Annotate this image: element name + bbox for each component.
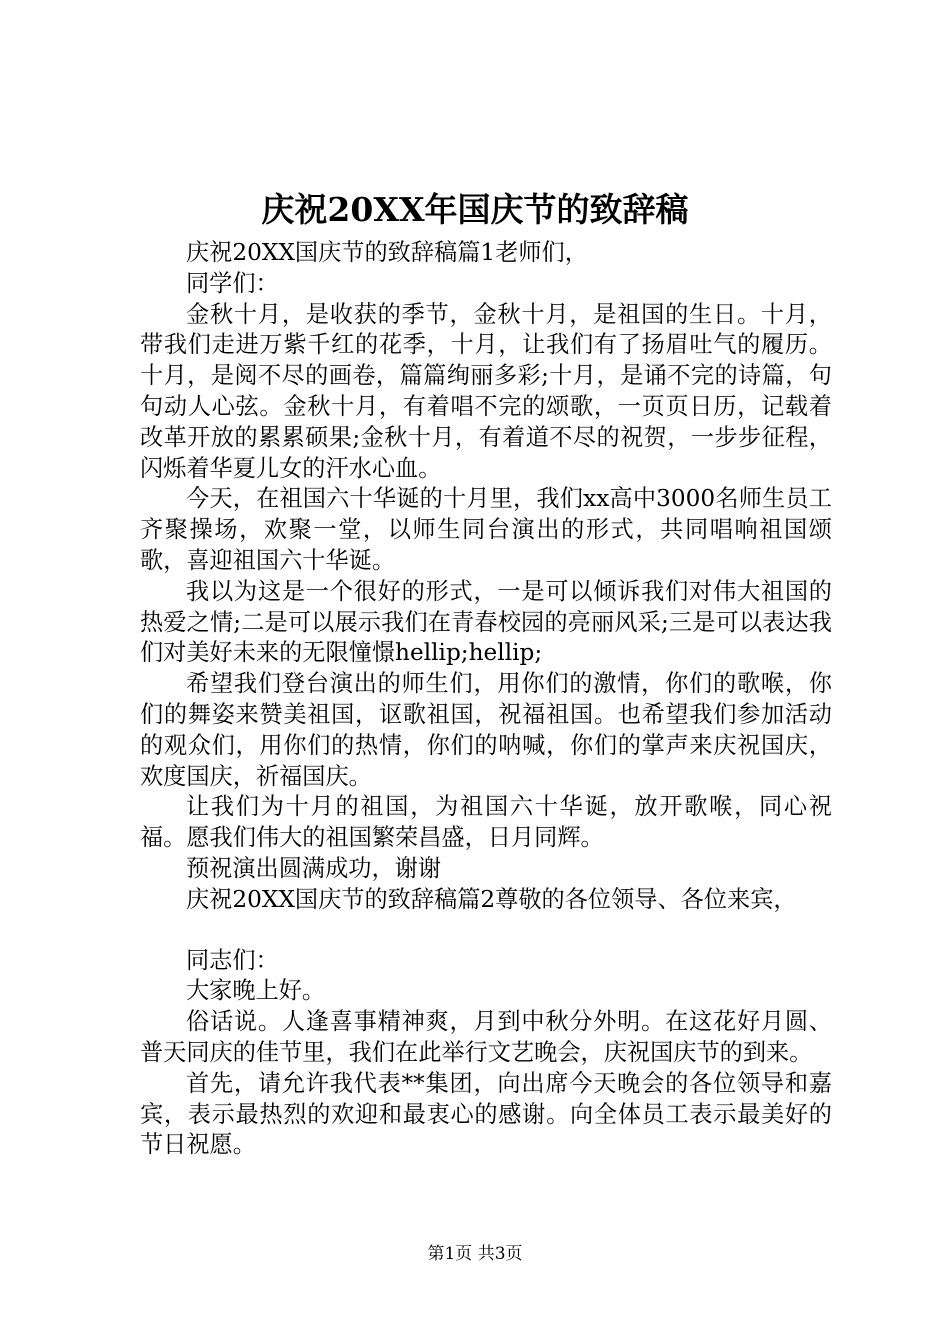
paragraph: 我以为这是一个很好的形式，一是可以倾诉我们对伟大祖国的热爱之情;二是可以展示我们在青春校园的亮丽风采;三是可以表达我们对美好未来的无限憧憬hellip;hellip;: [140, 577, 832, 667]
paragraph: 俗话说。人逢喜事精神爽，月到中秋分外明。在这花好月圆、普天同庆的佳节里，我们在此举行文艺晚会，庆祝国庆节的到来。: [140, 1008, 832, 1066]
paragraph: 希望我们登台演出的师生们，用你们的激情，你们的歌喉，你们的舞姿来赞美祖国，讴歌祖国，祝福祖国。也希望我们参加活动的观众们，用你们的热情，你们的呐喊，你们的掌声来庆祝国庆，欢度国庆，祈福国庆。: [140, 670, 832, 790]
document-title: 庆祝20XX年国庆节的致辞稿: [261, 190, 689, 229]
paragraph: 金秋十月，是收获的季节，金秋十月，是祖国的生日。十月，带我们走进万紫千红的花季，十月，让我们有了扬眉吐气的履历。十月，是阅不尽的画卷，篇篇绚丽多彩;十月，是诵不完的诗篇，句句动人心弦。金秋十月，有着唱不完的颂歌，一页页日历，记载着改革开放的累累硕果;金秋十月，有着道不尽的祝贺，一步步征程，闪烁着华夏儿女的汗水心血。: [140, 300, 832, 482]
paragraph: 让我们为十月的祖国，为祖国六十华诞，放开歌喉，同心祝福。愿我们伟大的祖国繁荣昌盛，日月同辉。: [140, 793, 832, 852]
paragraph: 庆祝20XX国庆节的致辞稿篇2尊敬的各位领导、各位来宾，: [186, 885, 797, 913]
paragraph: 同学们：: [186, 269, 279, 297]
document-body: [140, 238, 832, 1161]
paragraph: 大家晚上好。: [186, 977, 326, 1005]
paragraph: 首先，请允许我代表**集团，向出席今天晚会的各位领导和嘉宾，表示最热烈的欢迎和最衷心的感谢。向全体员工表示最美好的节日祝愿。: [140, 1069, 832, 1159]
page-number: 第1页 共3页: [427, 1244, 523, 1264]
paragraph: 预祝演出圆满成功，谢谢: [186, 854, 442, 882]
paragraph: 同志们：: [186, 946, 279, 974]
paragraph: 今天，在祖国六十华诞的十月里，我们xx高中3000名师生员工齐聚操场，欢聚一堂，以师生同台演出的形式，共同唱响祖国颂歌，喜迎祖国六十华诞。: [140, 485, 832, 574]
paragraph: 庆祝20XX国庆节的致辞稿篇1老师们，: [186, 239, 588, 266]
